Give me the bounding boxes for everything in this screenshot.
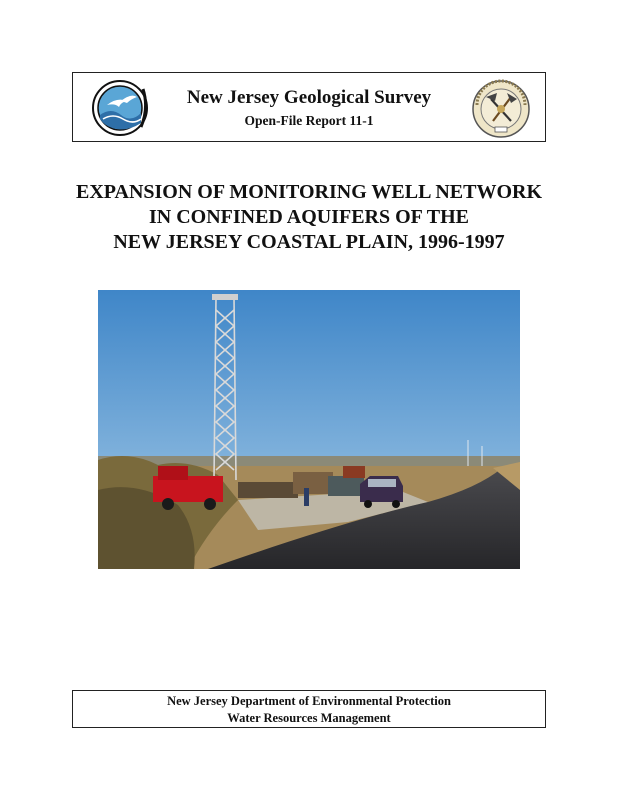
footer-division: Water Resources Management [227, 711, 391, 725]
title-line-3: NEW JERSEY COASTAL PLAIN, 1996-1997 [113, 231, 505, 253]
footer-box [72, 690, 546, 728]
footer-agency: New Jersey Department of Environmental Protection [167, 694, 451, 708]
njgs-seal-icon [471, 79, 531, 139]
title-line-1: EXPANSION OF MONITORING WELL NETWORK [76, 181, 542, 203]
header-box [72, 72, 546, 142]
title-line-2: IN CONFINED AQUIFERS OF THE [148, 206, 470, 228]
report-number: Open-File Report 11-1 [244, 113, 374, 128]
report-title [40, 180, 578, 255]
cover-photo [98, 290, 520, 569]
org-name: New Jersey Geological Survey [186, 87, 432, 108]
